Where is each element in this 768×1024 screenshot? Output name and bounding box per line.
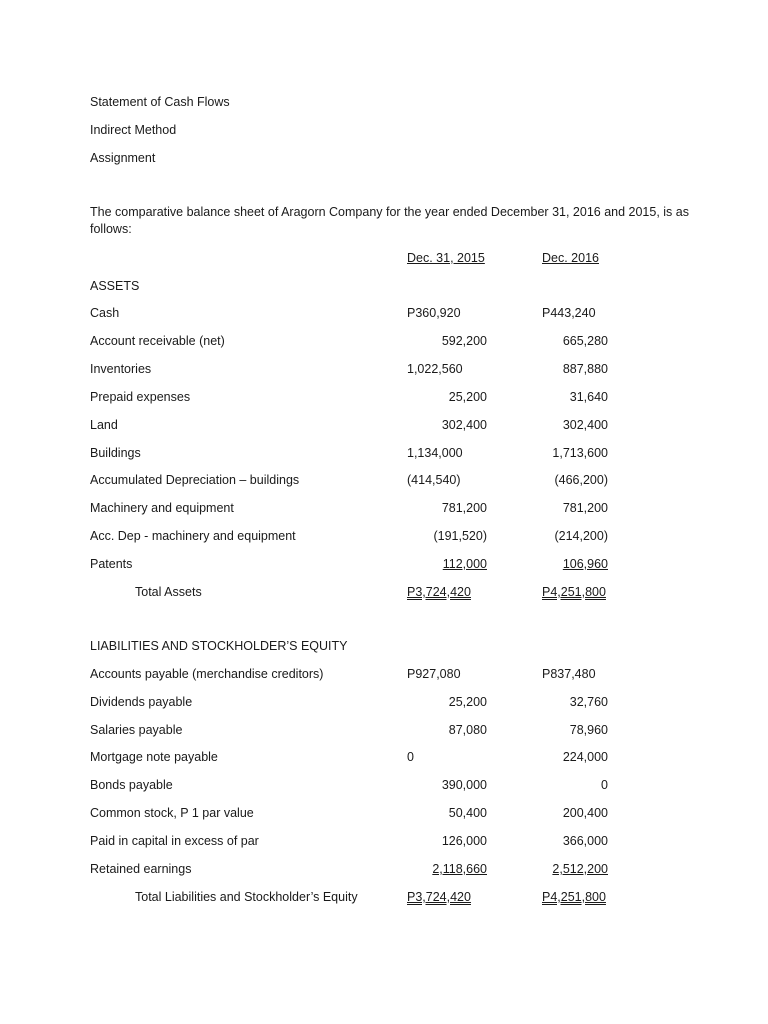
assignment-label: Assignment bbox=[90, 151, 156, 165]
value-2016: 32,760 bbox=[569, 695, 608, 709]
value-2015: P360,920 bbox=[407, 306, 461, 320]
value-2016: P443,240 bbox=[542, 306, 596, 320]
value-2016: (214,200) bbox=[554, 529, 608, 543]
value-2016: 224,000 bbox=[562, 750, 608, 764]
intro-paragraph: The comparative balance sheet of Aragorn Company for the year ended December 31, 2016 and 2015, is as follows: bbox=[90, 205, 689, 236]
method-label: Indirect Method bbox=[90, 123, 177, 137]
value-2015: (191,520) bbox=[433, 529, 487, 543]
row-label: Acc. Dep - machinery and equipment bbox=[90, 529, 296, 543]
total-assets-label: Total Assets bbox=[135, 585, 202, 599]
value-2015: 126,000 bbox=[441, 834, 487, 848]
value-2016: 106,960 bbox=[562, 557, 608, 571]
row-label: Buildings bbox=[90, 446, 141, 460]
value-2016: 1,713,600 bbox=[552, 446, 608, 460]
value-2016: 0 bbox=[601, 778, 608, 792]
total-liabilities-label: Total Liabilities and Stockholder’s Equity bbox=[135, 890, 358, 904]
row-label: Dividends payable bbox=[90, 695, 193, 709]
value-2016: 302,400 bbox=[562, 418, 608, 432]
value-2016: 200,400 bbox=[562, 806, 608, 820]
value-2015: 592,200 bbox=[441, 334, 487, 348]
value-2015: 25,200 bbox=[448, 390, 487, 404]
column-header-2016: Dec. 2016 bbox=[542, 251, 599, 265]
value-2015: P927,080 bbox=[407, 667, 461, 681]
value-2015: 0 bbox=[407, 750, 414, 764]
row-label: Machinery and equipment bbox=[90, 501, 234, 515]
row-label: Account receivable (net) bbox=[90, 334, 225, 348]
value-2016: 887,880 bbox=[562, 362, 608, 376]
value-2015: 25,200 bbox=[448, 695, 487, 709]
value-2016: 366,000 bbox=[562, 834, 608, 848]
row-label: Accounts payable (merchandise creditors) bbox=[90, 667, 324, 681]
document-title: Statement of Cash Flows bbox=[90, 95, 230, 109]
value-2015: 302,400 bbox=[441, 418, 487, 432]
column-header-2015: Dec. 31, 2015 bbox=[407, 251, 485, 265]
value-2015: 1,134,000 bbox=[407, 446, 463, 460]
value-2016: 78,960 bbox=[569, 723, 608, 737]
total-liabilities-2015: P3,724,420 bbox=[407, 890, 471, 904]
row-label: Cash bbox=[90, 306, 120, 320]
row-label: Inventories bbox=[90, 362, 152, 376]
row-label: Common stock, P 1 par value bbox=[90, 806, 254, 820]
assets-heading: ASSETS bbox=[90, 279, 140, 293]
row-label: Accumulated Depreciation – buildings bbox=[90, 473, 300, 487]
value-2015: 2,118,660 bbox=[432, 862, 487, 876]
value-2016: (466,200) bbox=[554, 473, 608, 487]
value-2015: 390,000 bbox=[441, 778, 487, 792]
row-label: Bonds payable bbox=[90, 778, 173, 792]
total-assets-2015: P3,724,420 bbox=[407, 585, 471, 599]
value-2015: (414,540) bbox=[407, 473, 461, 487]
row-label: Salaries payable bbox=[90, 723, 183, 737]
value-2016: 781,200 bbox=[562, 501, 608, 515]
total-liabilities-2016: P4,251,800 bbox=[542, 890, 606, 904]
row-label: Land bbox=[90, 418, 118, 432]
liabilities-heading: LIABILITIES AND STOCKHOLDER’S EQUITY bbox=[90, 639, 348, 653]
value-2016: P837,480 bbox=[542, 667, 596, 681]
value-2016: 665,280 bbox=[562, 334, 608, 348]
row-label: Patents bbox=[90, 557, 133, 571]
value-2015: 112,000 bbox=[442, 557, 487, 571]
value-2016: 31,640 bbox=[569, 390, 608, 404]
value-2016: 2,512,200 bbox=[552, 862, 608, 876]
value-2015: 1,022,560 bbox=[407, 362, 463, 376]
value-2015: 87,080 bbox=[448, 723, 487, 737]
value-2015: 50,400 bbox=[448, 806, 487, 820]
value-2015: 781,200 bbox=[441, 501, 487, 515]
row-label: Mortgage note payable bbox=[90, 750, 218, 764]
row-label: Retained earnings bbox=[90, 862, 192, 876]
row-label: Prepaid expenses bbox=[90, 390, 191, 404]
row-label: Paid in capital in excess of par bbox=[90, 834, 259, 848]
total-assets-2016: P4,251,800 bbox=[542, 585, 606, 599]
